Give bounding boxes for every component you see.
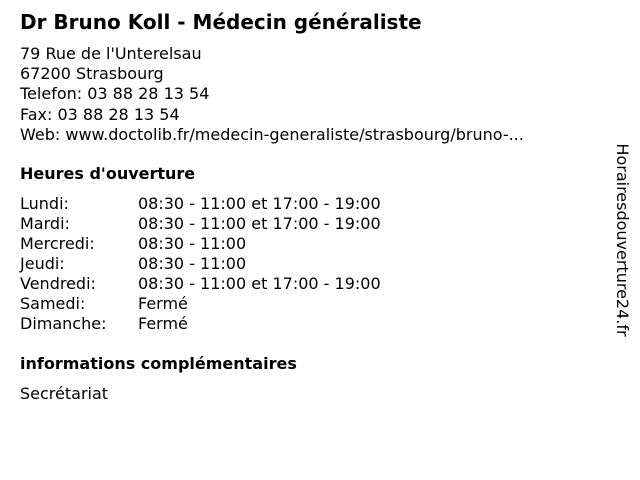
day-label: Samedi: (20, 294, 86, 313)
page-title: Dr Bruno Koll - Médecin généraliste (20, 10, 422, 34)
day-label: Mardi: (20, 214, 70, 233)
phone-number: Telefon: 03 88 28 13 54 (20, 84, 210, 104)
day-hours: 08:30 - 11:00 et 17:00 - 19:00 (138, 194, 381, 213)
day-hours: 08:30 - 11:00 et 17:00 - 19:00 (138, 274, 381, 293)
street-address: 79 Rue de l'Unterelsau (20, 44, 202, 63)
additional-info-text: Secrétariat (20, 384, 109, 403)
city-postal: 67200 Strasbourg (20, 64, 164, 84)
additional-info-heading: informations complémentaires (20, 354, 297, 373)
address-block (20, 44, 524, 145)
opening-hours-heading: Heures d'ouverture (20, 164, 196, 183)
site-watermark: Horairesdouverture24.fr (613, 143, 632, 337)
day-label: Lundi: (20, 194, 69, 213)
website-link: Web: www.doctolib.fr/medecin-generaliste/strasbourg/bruno-... (20, 124, 524, 144)
day-hours: 08:30 - 11:00 et 17:00 - 19:00 (138, 214, 381, 233)
fax-number: Fax: 03 88 28 13 54 (20, 104, 180, 124)
day-hours: Fermé (138, 294, 188, 313)
day-hours: 08:30 - 11:00 (138, 254, 247, 273)
day-label: Dimanche: (20, 314, 107, 333)
day-hours: 08:30 - 11:00 (138, 234, 247, 253)
day-label: Vendredi: (20, 274, 96, 293)
day-hours: Fermé (138, 314, 188, 333)
day-label: Jeudi: (20, 254, 65, 273)
day-label: Mercredi: (20, 234, 95, 253)
